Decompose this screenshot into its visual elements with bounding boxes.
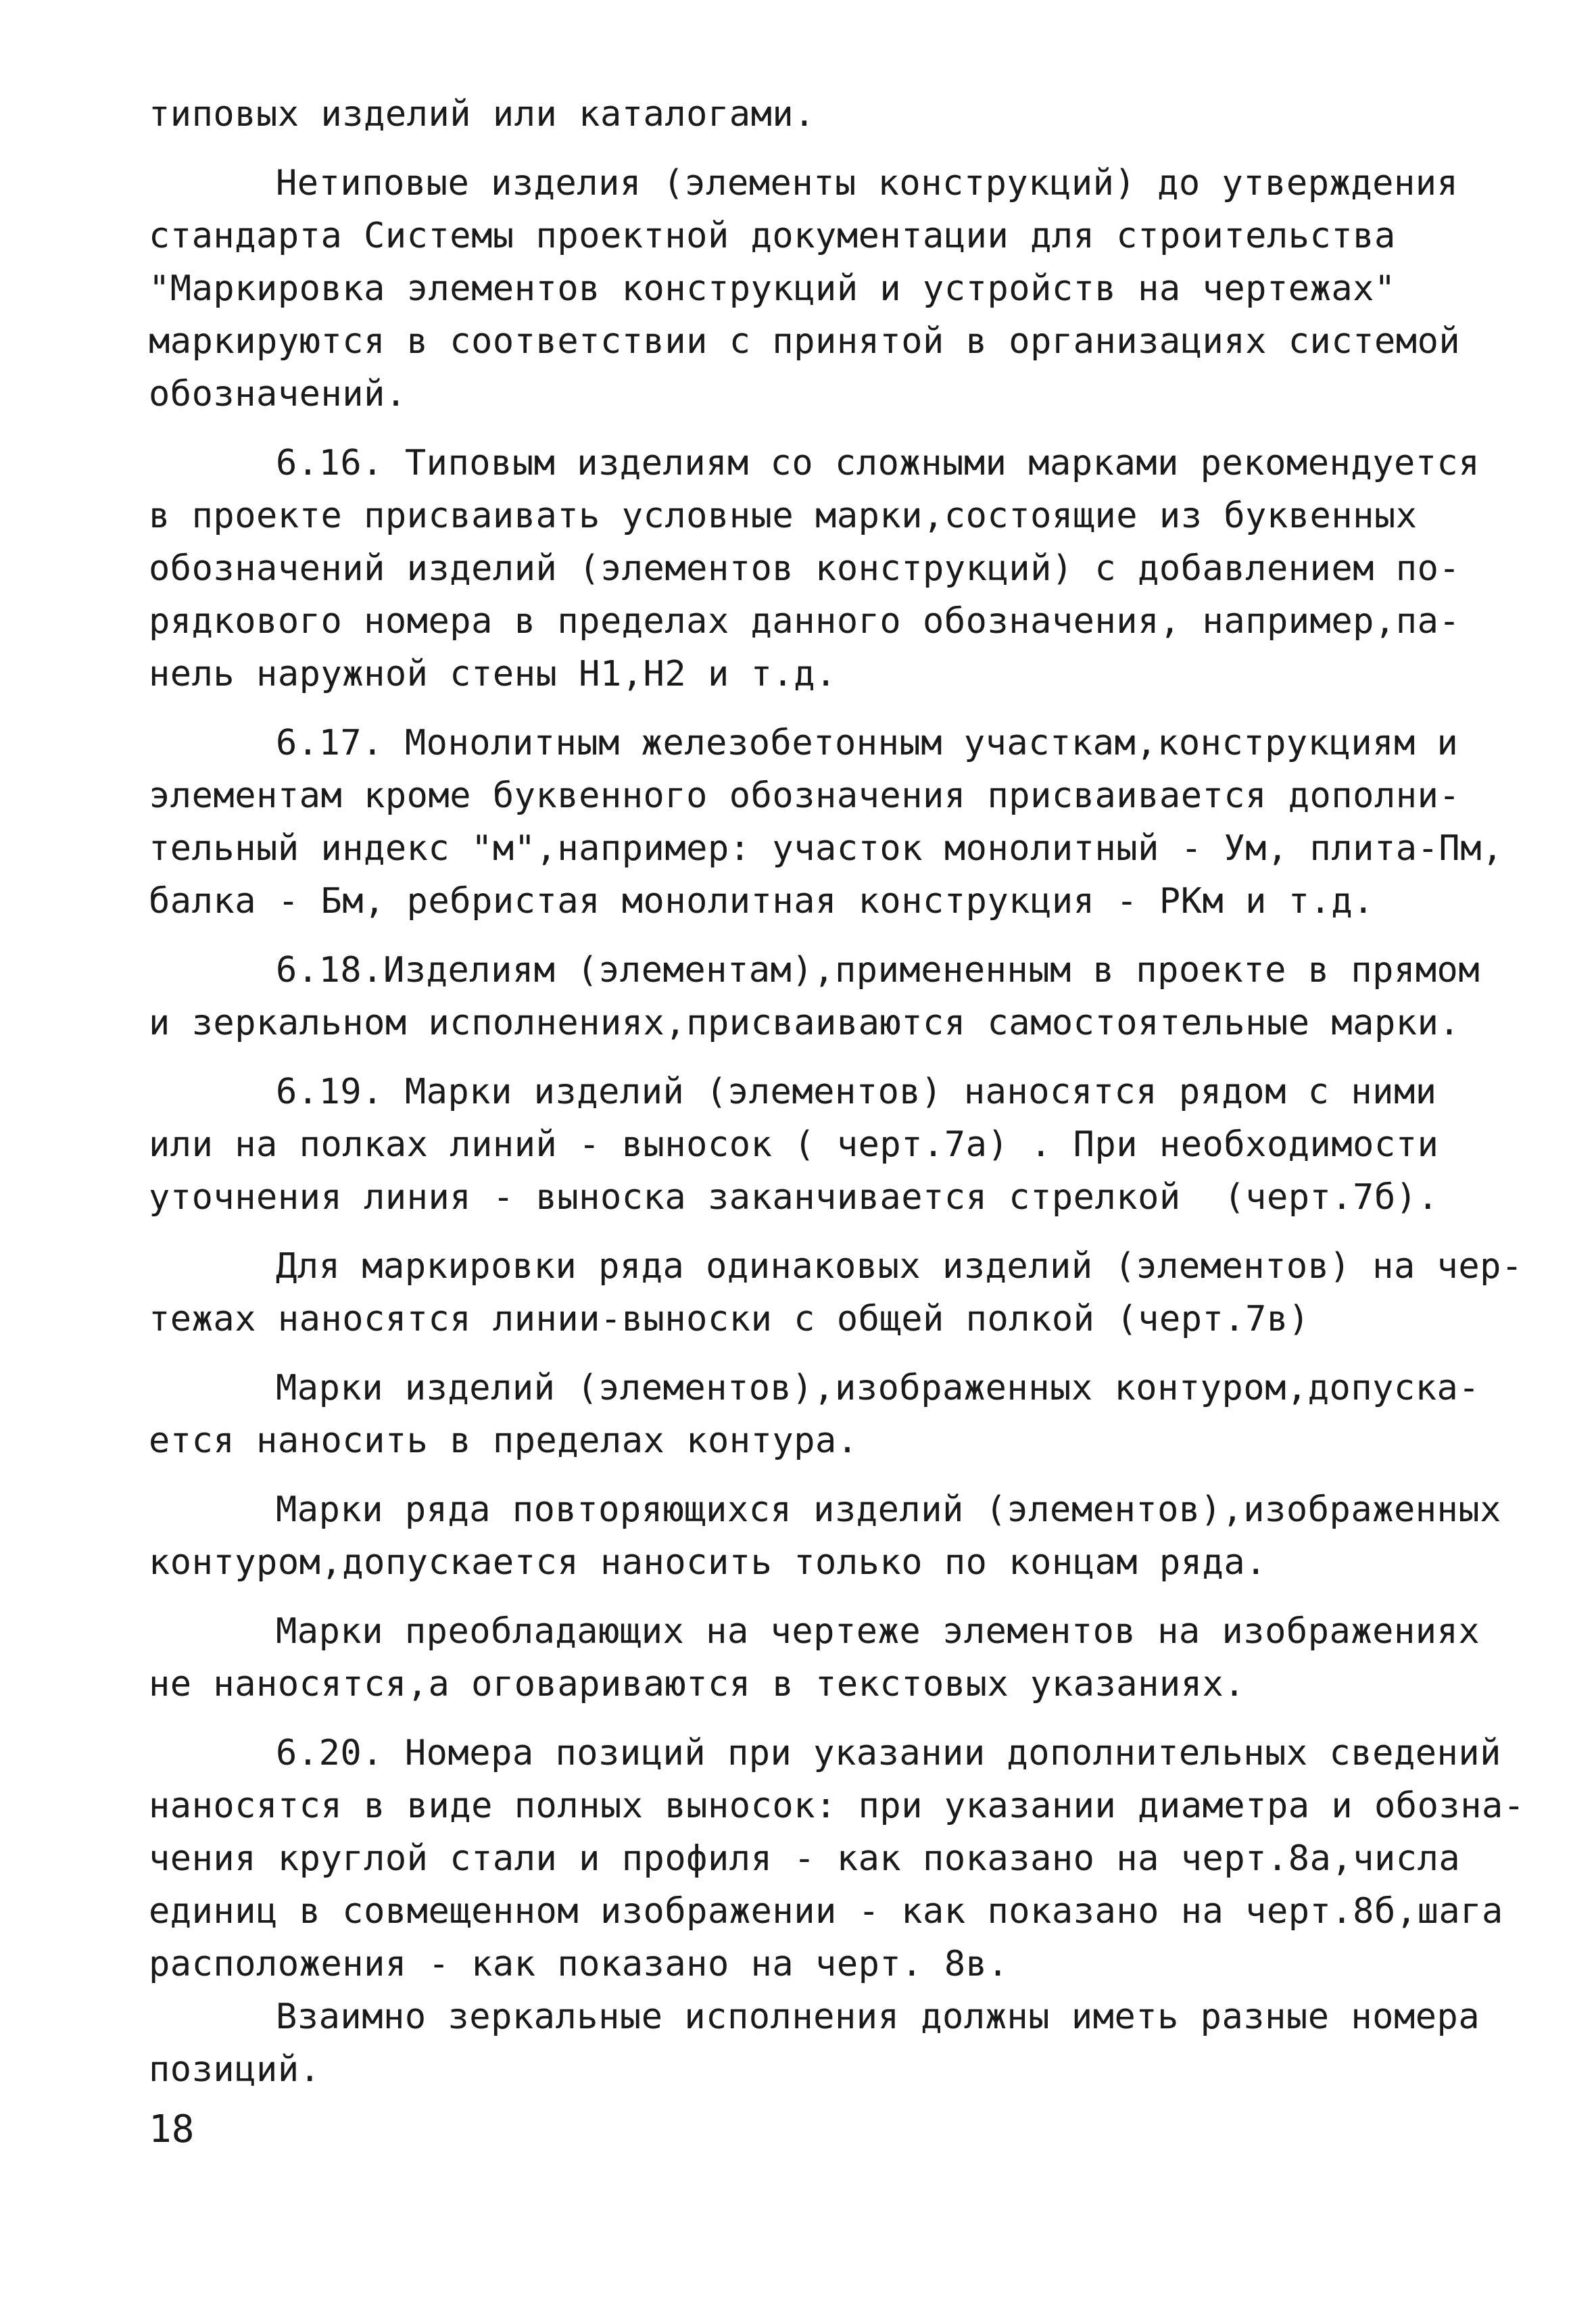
- paragraph: [149, 88, 1501, 141]
- text-line: 6.18.Изделиям (элементам),примененным в проекте в прямом: [276, 950, 1480, 991]
- text-line: стандарта Системы проектной документации для строительства: [149, 216, 1396, 256]
- text-line: тельный индекс "м",например: участок монолитный - Ум, плита-Пм,: [149, 828, 1503, 869]
- text-line: Взаимно зеркальные исполнения должны иметь разные номера: [276, 1997, 1480, 2037]
- text-line: нель наружной стены Н1,Н2 и т.д.: [149, 654, 837, 694]
- text-line: чения круглой стали и профиля - как показано на черт.8а,числа: [149, 1838, 1461, 1879]
- text-line: обозначений изделий (элементов конструкций) с добавлением по-: [149, 548, 1461, 589]
- text-line: или на полках линий - выносок ( черт.7а) . При необходимости: [149, 1124, 1439, 1165]
- page-number: 18: [149, 2107, 195, 2151]
- text-line: рядкового номера в пределах данного обозначения, например,па-: [149, 601, 1461, 642]
- text-line: маркируются в соответствии с принятой в организациях системой: [149, 321, 1461, 362]
- text-line: 6.16. Типовым изделиям со сложными марками рекомендуется: [276, 443, 1480, 483]
- paragraph: [149, 1066, 1501, 1224]
- text-line: и зеркальном исполнениях,присваиваются самостоятельные марки.: [149, 1003, 1461, 1043]
- paragraph-gap: [149, 1711, 1501, 1727]
- paragraph: [149, 944, 1501, 1049]
- paragraph-gap: [149, 1224, 1501, 1240]
- text-line: обозначений.: [149, 374, 407, 414]
- text-line: Для маркировки ряда одинаковых изделий (элементов) на чер-: [276, 1246, 1523, 1287]
- text-line: Марки изделий (элементов),изображенных контуром,допуска-: [276, 1368, 1480, 1408]
- paragraph: [149, 1483, 1501, 1589]
- paragraph: [149, 1362, 1501, 1467]
- paragraph: [149, 717, 1501, 928]
- paragraph: [149, 1240, 1523, 1345]
- text-line: не наносятся,а оговариваются в текстовых указаниях.: [149, 1664, 1246, 1704]
- text-line: уточнения линия - выноска заканчивается стрелкой (черт.7б).: [149, 1177, 1439, 1218]
- paragraph: [149, 1605, 1501, 1711]
- paragraph: [149, 1990, 1501, 2096]
- text-line: ется наносить в пределах контура.: [149, 1421, 859, 1461]
- text-line: расположения - как показано на черт. 8в.: [149, 1944, 1009, 1984]
- body-text: [149, 88, 1525, 2096]
- paragraph-gap: [149, 1467, 1501, 1483]
- paragraph-gap: [149, 928, 1501, 944]
- text-line: единиц в совмещенном изображении - как показано на черт.8б,шага: [149, 1891, 1503, 1932]
- paragraph: [149, 437, 1501, 700]
- paragraph-gap: [149, 1049, 1501, 1066]
- text-line: элементам кроме буквенного обозначения присваивается дополни-: [149, 775, 1461, 816]
- text-line: 6.17. Монолитным железобетонным участкам,конструкциям и: [276, 723, 1459, 763]
- paragraph-gap: [149, 1345, 1501, 1362]
- text-line: тежах наносятся линии-выноски с общей полкой (черт.7в): [149, 1299, 1310, 1339]
- text-line: "Маркировка элементов конструкций и устройств на чертежах": [149, 268, 1396, 309]
- text-line: Марки ряда повторяющихся изделий (элементов),изображенных: [276, 1489, 1501, 1530]
- text-line: контуром,допускается наносить только по концам ряда.: [149, 1542, 1267, 1583]
- text-line: 6.20. Номера позиций при указании дополнительных сведений: [276, 1733, 1501, 1773]
- text-line: Нетиповые изделия (элементы конструкций) до утверждения: [276, 163, 1459, 204]
- paragraph: [149, 1727, 1525, 1990]
- paragraph: [149, 157, 1501, 421]
- text-line: балка - Бм, ребристая монолитная конструкция - РКм и т.д.: [149, 881, 1374, 922]
- paragraph-gap: [149, 141, 1501, 157]
- text-line: Марки преобладающих на чертеже элементов на изображениях: [276, 1611, 1480, 1652]
- text-line: наносятся в виде полных выносок: при указании диаметра и обозна-: [149, 1786, 1525, 1826]
- text-line: типовых изделий или каталогами.: [149, 94, 816, 135]
- text-line: в проекте присваивать условные марки,состоящие из буквенных: [149, 496, 1418, 536]
- text-line: 6.19. Марки изделий (элементов) наносятся рядом с ними: [276, 1072, 1437, 1112]
- paragraph-gap: [149, 1589, 1501, 1605]
- paragraph-gap: [149, 421, 1501, 437]
- text-line: позиций.: [149, 2049, 321, 2090]
- paragraph-gap: [149, 700, 1501, 717]
